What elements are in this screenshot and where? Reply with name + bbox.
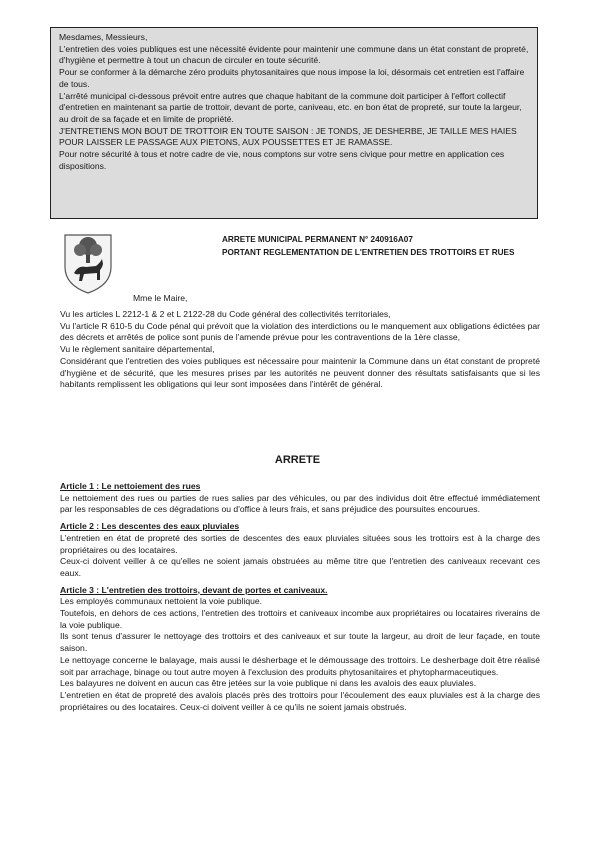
decree-title-line: ARRETE MUNICIPAL PERMANENT N° 240916A07 xyxy=(222,235,413,244)
coat-of-arms-icon xyxy=(62,233,114,295)
article-paragraph: Toutefois, en dehors de ces actions, l'entretien des trottoirs et caniveaux incombe aux propriétaires ou locataires riverains de la voie publique. xyxy=(60,608,540,630)
article-title: Article 1 : Le nettoiement des rues xyxy=(60,481,201,491)
articles xyxy=(60,481,540,718)
notice-paragraph: L'entretien des voies publiques est une nécessité évidente pour maintenir une commune dans un état constant de propreté, d'hygiène et permettre à tout un chacun de circuler en toute sécurité. xyxy=(59,43,529,66)
preamble-paragraph: Vu l'article R 610-5 du Code pénal qui prévoit que la violation des interdictions ou le manquement aux obligations édictées par des décrets et arrêtés de police sont punis de l'amende prévue pour les contraventions de la 1ère classe, xyxy=(60,320,540,343)
article-1 xyxy=(60,481,540,516)
article-paragraph: Les employés communaux nettoient la voie publique. xyxy=(60,596,263,607)
article-paragraph: Ils sont tenus d'assurer le nettoyage des trottoirs et des caniveaux et sur toute la largeur, au droit de leur façade, en toute saison. xyxy=(60,631,540,654)
section-heading: ARRETE xyxy=(274,454,321,466)
article-paragraph: Le nettoyage concerne le balayage, mais aussi le désherbage et le démoussage des trottoirs. Le desherbage doit être réalisé soit par arrachage, binage ou tout autre moyen à l'exclusion des produits phytosanitaires et phytopharmaceutiques. xyxy=(60,654,540,677)
notice-paragraph: Pour notre sécurité à tous et notre cadre de vie, nous comptons sur votre sens civique pour mettre en application ces dispositions. xyxy=(59,149,505,171)
article-paragraph: Les balayures ne doivent en aucun cas être jetées sur la voie publique ni dans les avalois des eaux pluviales. xyxy=(60,678,477,689)
preamble xyxy=(60,309,540,391)
article-3 xyxy=(60,585,540,714)
salutation: Mme le Maire, xyxy=(133,293,188,303)
notice-box xyxy=(50,27,538,219)
preamble-paragraph: Vu les articles L 2212-1 & 2 et L 2122-28 du Code général des collectivités territoriales, xyxy=(60,309,391,319)
article-title: Article 3 : L'entretien des trottoirs, devant de portes et caniveaux. xyxy=(60,584,328,595)
article-paragraph: Le nettoiement des rues ou parties de rues salies par des véhicules, ou par des individus doit être effectué immédiatement par les responsables de ces dégradations ou d'office à leurs frais, et sans préjudice des poursuites encourues. xyxy=(60,492,540,515)
article-paragraph: Ceux-ci doivent veiller à ce qu'elles ne soient jamais obstruées au même titre que l'entretien des caniveaux recevant ces eaux. xyxy=(60,556,540,578)
preamble-paragraph: Considérant que l'entretien des voies publiques est nécessaire pour maintenir la Commune dans un état constant de propreté d'hygiène et de sécurité, que les mesures prises par les autorités ne peuvent donner des résultats satisfaisants que si les habitants remplissent les obligations qui leur sont imposées dans l'intérêt de général. xyxy=(60,355,540,390)
article-paragraph: L'entretien en état de propreté des avalois placés près des trottoirs pour l'écoulement des eaux pluviales est à la charge des propriétaires ou des locataires. Ceux-ci doivent veiller à ce qu'ils ne soient jamais obstrués. xyxy=(60,689,540,712)
preamble-paragraph: Vu le règlement sanitaire départemental, xyxy=(60,344,215,355)
decree-title xyxy=(222,233,552,259)
notice-paragraph: Pour se conformer à la démarche zéro produits phytosanitaires que nous impose la loi, désormais cet entretien est l'affaire de tous. xyxy=(59,67,525,89)
decree-title-line: PORTANT REGLEMENTATION DE L'ENTRETIEN DES TROTTOIRS ET RUES xyxy=(222,248,515,257)
article-2 xyxy=(60,521,540,580)
notice-paragraph: L'arrêté municipal ci-dessous prévoit entre autres que chaque habitant de la commune doit participer à l'effort collectif d'entretien en maintenant sa partie de trottoir, devant de porte, caniveau, etc. en bon état de propreté, sur toute la largeur, au droit de sa façade et en limite de propriété. xyxy=(59,90,522,124)
article-title: Article 2 : Les descentes des eaux pluviales xyxy=(60,521,240,532)
notice-paragraph: J'ENTRETIENS MON BOUT DE TROTTOIR EN TOUTE SAISON : JE TONDS, JE DESHERBE, JE TAILLE MES HAIES POUR LAISSER LE PASSAGE AUX PIETONS, AUX POUSSETTES ET JE RAMASSE. xyxy=(59,125,517,148)
article-paragraph: L'entretien en état de propreté des sorties de descentes des eaux pluviales situées sous les trottoirs est à la charge des propriétaires ou des locataires. xyxy=(60,532,540,555)
notice-paragraph: Mesdames, Messieurs, xyxy=(59,32,148,42)
